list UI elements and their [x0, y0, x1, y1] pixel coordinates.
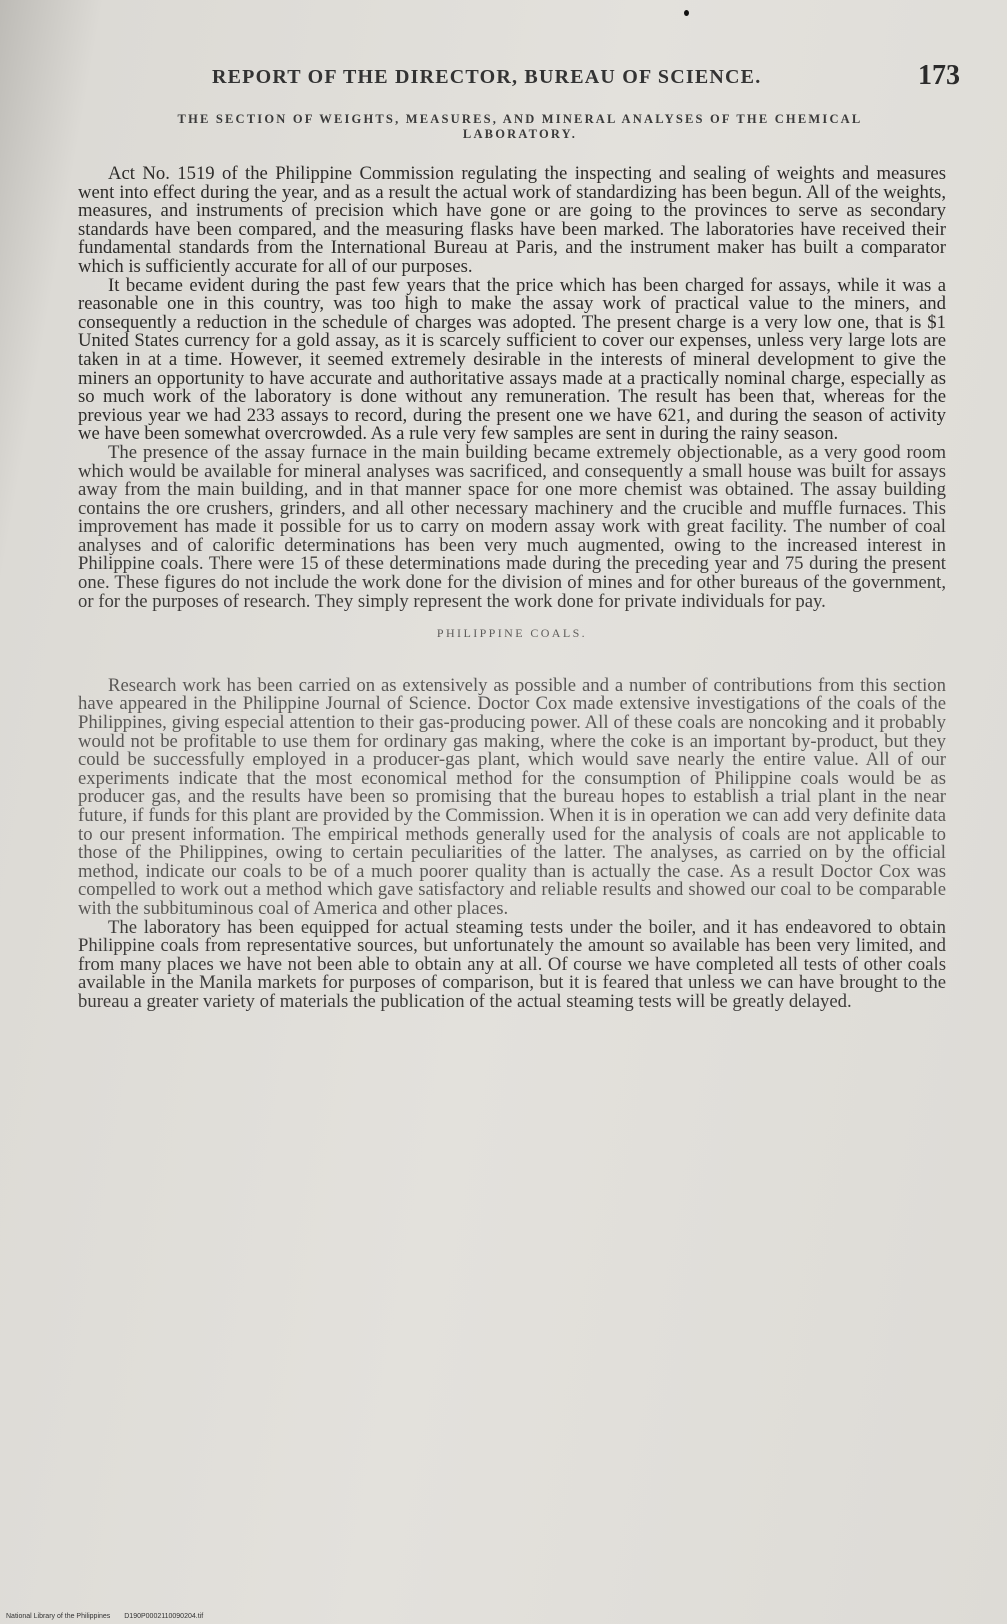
section-heading-line2: LABORATORY.: [462, 127, 578, 141]
paragraph-assay-furnace: The presence of the assay furnace in the main building became extremely objectionable, as a very good room which would be available for mineral analyses was sacrificed, and consequently a small house was built for assays away from the main building, and in that manner space for one more chemist was obtained. The assay building contains the ore crushers, grinders, and all other necessary machinery and the crucible and muffle furnaces. This improvement has made it possible for us to carry on modern assay work with great facility. The number of coal analyses and of calorific determinations has been very much augmented, owing to the increased interest in Philippine coals. There were 15 of these determinations made during the preceding year and 75 during the present one. These figures do not include the work done for the division of mines and for other bureaus of the government, or for the purposes of research. They simply represent the work done for private individuals for pay.: [78, 441, 946, 612]
paragraph-coal-research: Research work has been carried on as extensively as possible and a number of contributions from this section have appeared in the Philippine Journal of Science. Doctor Cox made extensive investigations of the coals of the Philippines, giving especial attention to their gas-producing power. All of these coals are noncoking and it probably would not be profitable to use them for ordinary gas making, where the coke is an important by-product, but they could be successfully employed in a producer-gas plant, which would save nearly the entire value. All of our experiments indicate that the most economical method for the consumption of Philippine coals would be as producer gas, and the results have been so promising that the bureau hopes to establish a trial plant in the near future, if funds for this plant are provided by the Commission. When it is in operation we can add very definite data to our present information. The empirical methods generally used for the analysis of coals are not applicable to those of the Philippines, owing to certain peculiarities of the latter. The analyses, as carried on by the official method, indicate our coals to be of a much poorer quality than is actually the case. As a result Doctor Cox was compelled to work out a method which gave satisfactory and reliable results and showed our coal to be comparable with the subbituminous coal of America and other places.: [78, 674, 946, 919]
subsection-heading: PHILIPPINE COALS.: [436, 626, 588, 641]
page-number: 173: [918, 60, 960, 91]
paragraph-assay-charges: It became evident during the past few years that the price which has been charged for assays, while it was a reasonable one in this country, was too high to make the assay work of practical value to the miners, and consequently a reduction in the schedule of charges was adopted. The present charge is a very low one, that is $1 United States currency for a gold assay, as it is scarcely sufficient to cover our expenses, unless very large lots are taken in at a time. However, it seemed extremely desirable in the interests of mineral development to give the miners an opportunity to have accurate and authoritative assays made at a practically nominal charge, especially as so much work of the laboratory is done without any remuneration. The result has been that, whereas for the previous year we had 233 assays to record, during the present one we have 621, and during the season of activity we have been somewhat overcrowded. As a rule very few samples are sent in during the rainy season.: [78, 274, 946, 445]
running-head: [80, 60, 960, 100]
paragraph-weights-measures: Act No. 1519 of the Philippine Commission regulating the inspecting and sealing of weights and measures went into effect during the year, and as a result the actual work of standardizing has been begun. All of the weights, measures, and instruments of precision which have gone or are going to the provinces to serve as secondary standards have been compared, and the measuring flasks have been marked. The laboratories have received their fundamental standards from the International Bureau at Paris, and the instrument maker has built a comparator which is sufficiently accurate for all of our purposes.: [78, 163, 946, 277]
scan-footer: [6, 1613, 215, 1620]
section-heading: [80, 112, 960, 142]
running-title: REPORT OF THE DIRECTOR, BUREAU OF SCIENCE.: [212, 66, 762, 88]
footer-identifier: D190P0002110090204.tif: [124, 1613, 204, 1620]
body-text: [78, 165, 946, 1012]
ink-speck: [684, 10, 689, 16]
section-heading-line1: THE SECTION OF WEIGHTS, MEASURES, AND MINERAL ANALYSES OF THE CHEMICAL: [177, 112, 863, 126]
paragraph-steaming-tests: The laboratory has been equipped for actual steaming tests under the boiler, and it has endeavored to obtain Philippine coals from representative sources, but unfortunately the amount so available has been very limited, and from many places we have not been able to obtain any at all. Of course we have completed all tests of other coals available in the Manila markets for purposes of comparison, but it is feared that unless we can have brought to the bureau a greater variety of materials the publication of the actual steaming tests will be greatly delayed.: [78, 916, 946, 1012]
footer-library: National Library of the Philippines: [6, 1613, 111, 1620]
